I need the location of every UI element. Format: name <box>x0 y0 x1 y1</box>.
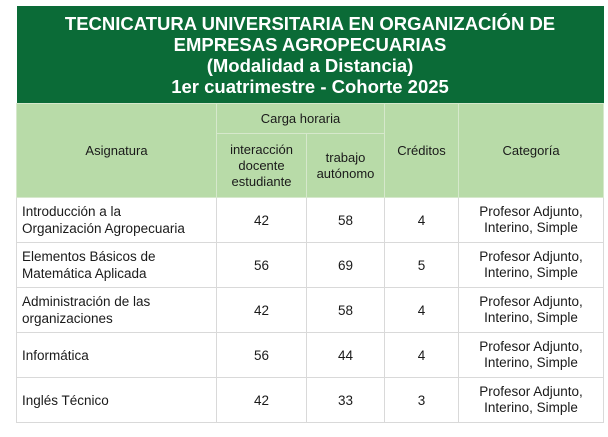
table-row <box>17 198 604 243</box>
subject-name <box>17 288 217 333</box>
table-row <box>17 243 604 288</box>
header-creditos: Créditos <box>385 104 459 198</box>
subject-name <box>17 243 217 288</box>
curriculum-sheet <box>16 6 603 423</box>
subject-name-line: Matemática Aplicada <box>22 266 147 281</box>
table-row <box>17 288 604 333</box>
header-trabajo-autonomo-line: autónomo <box>316 165 375 181</box>
header-trabajo-autonomo-line: trabajo <box>325 149 366 165</box>
interaction-hours: 42 <box>217 198 307 243</box>
header-interaccion-line: docente <box>238 157 285 173</box>
subject-name <box>17 198 217 243</box>
header-interaccion-line: interacción <box>230 141 293 157</box>
credits: 4 <box>385 288 459 333</box>
category <box>459 333 604 378</box>
category-line: Interino, Simple <box>484 265 578 280</box>
autonomous-hours: 69 <box>307 243 385 288</box>
subject-name-line: Introducción a la <box>22 204 122 219</box>
header-interaccion <box>217 134 307 198</box>
category-line: Interino, Simple <box>484 220 578 235</box>
category-line: Profesor Adjunto, <box>479 204 583 219</box>
subject-name-line: Administración de las <box>22 294 151 309</box>
header-categoria: Categoría <box>459 104 604 198</box>
header-interaccion-line: estudiante <box>231 173 292 189</box>
interaction-hours: 56 <box>217 243 307 288</box>
table-body <box>17 198 604 423</box>
category-line: Profesor Adjunto, <box>479 339 583 354</box>
interaction-hours: 42 <box>217 378 307 423</box>
category-line: Interino, Simple <box>484 355 578 370</box>
interaction-hours: 42 <box>217 288 307 333</box>
credits: 4 <box>385 333 459 378</box>
program-cohort: 1er cuatrimestre - Cohorte 2025 <box>171 76 449 97</box>
subject-name-line: organizaciones <box>22 311 113 326</box>
autonomous-hours: 44 <box>307 333 385 378</box>
credits: 3 <box>385 378 459 423</box>
autonomous-hours: 58 <box>307 288 385 333</box>
category <box>459 198 604 243</box>
credits: 5 <box>385 243 459 288</box>
program-title-banner <box>17 6 604 104</box>
subject-name-line: Elementos Básicos de <box>22 249 156 264</box>
autonomous-hours: 33 <box>307 378 385 423</box>
program-modality: (Modalidad a Distancia) <box>206 55 414 76</box>
category-line: Interino, Simple <box>484 310 578 325</box>
category <box>459 243 604 288</box>
subject-name-line: Informática <box>22 347 89 363</box>
subject-name-line: Inglés Técnico <box>22 392 109 408</box>
category-line: Profesor Adjunto, <box>479 249 583 264</box>
category <box>459 288 604 333</box>
credits: 4 <box>385 198 459 243</box>
curriculum-table <box>16 6 604 423</box>
header-carga-horaria: Carga horaria <box>217 104 385 134</box>
category-line: Profesor Adjunto, <box>479 294 583 309</box>
program-title-line-1: TECNICATURA UNIVERSITARIA EN ORGANIZACIÓN DE <box>64 13 556 34</box>
program-title-line-2: EMPRESAS AGROPECUARIAS <box>173 34 447 55</box>
subject-name-line: Organización Agropecuaria <box>22 221 185 236</box>
interaction-hours: 56 <box>217 333 307 378</box>
category-line: Profesor Adjunto, <box>479 384 583 399</box>
category <box>459 378 604 423</box>
table-row <box>17 378 604 423</box>
category-line: Interino, Simple <box>484 400 578 415</box>
header-trabajo-autonomo <box>307 134 385 198</box>
autonomous-hours: 58 <box>307 198 385 243</box>
subject-name <box>17 378 217 423</box>
table-row <box>17 333 604 378</box>
subject-name <box>17 333 217 378</box>
header-asignatura: Asignatura <box>17 104 217 198</box>
